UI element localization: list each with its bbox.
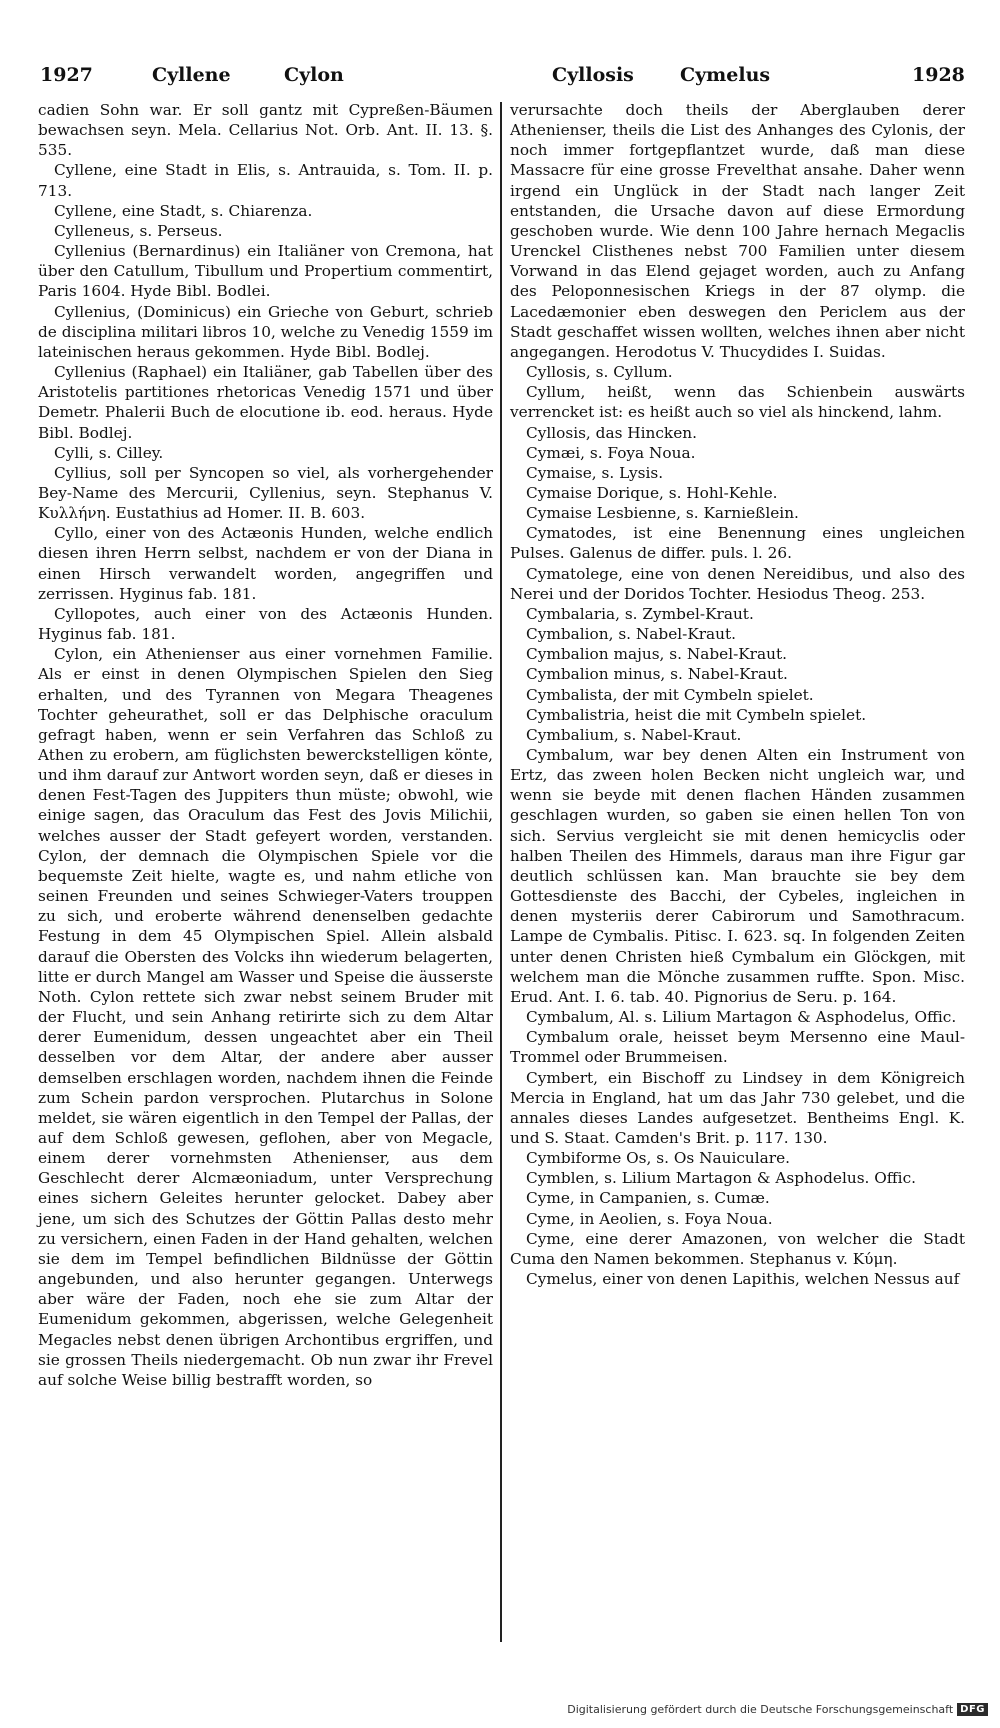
column-divider: [500, 102, 502, 1642]
entry: Cymatodes, ist eine Benennung eines ungleichen Pulses. Galenus de differ. puls. l. 26.: [510, 524, 965, 563]
entry: Cylli, s. Cilley.: [54, 443, 164, 462]
page-number-left: 1927: [40, 64, 93, 86]
entry: Cyllenius (Raphael) ein Italiäner, gab Tabellen über des Aristotelis partitiones rhetoricas Venedig 1571 und über Demetr. Phalerii Buch de elocutione ib. eod. heraus. Hyde Bibl. Bodlej.: [38, 363, 493, 442]
entry: Cymbalaria, s. Zymbel-Kraut.: [526, 604, 754, 623]
entry: Cyllene, eine Stadt, s. Chiarenza.: [54, 201, 313, 220]
entry: Cymbert, ein Bischoff zu Lindsey in dem Königreich Mercia in England, hat um das Jahr 730 gelebet, und die annales dieses Landes aufgesetzet. Bentheims Engl. K. und S. Staat. Camden's Brit. p. 117. 130.: [510, 1068, 965, 1147]
entry: Cymbalista, der mit Cymbeln spielet.: [526, 685, 814, 704]
entry: Cymelus, einer von denen Lapithis, welchen Nessus auf: [526, 1270, 960, 1289]
entry: Cylleneus, s. Perseus.: [54, 221, 223, 240]
entry: Cymaise, s. Lysis.: [526, 463, 664, 482]
entry: Cymaise Lesbienne, s. Karnießlein.: [526, 504, 799, 523]
entry: Cymbiforme Os, s. Os Nauiculare.: [526, 1149, 790, 1168]
digitization-credit: [567, 1703, 988, 1716]
entry-continued: cadien Sohn war. Er soll gantz mit Cypreßen-Bäumen bewachsen seyn. Mela. Cellarius Not. Orb. Ant. II. 13. §. 535.: [38, 101, 493, 160]
catchword-3: Cyllosis: [552, 64, 634, 86]
catchword-2: Cylon: [284, 64, 344, 86]
entry: Cyllius, soll per Syncopen so viel, als vorhergehender Bey-Name des Mercurii, Cyllenius, seyn. Stephanus V. Κυλλήνη. Eustathius ad Homer. II. B. 603.: [38, 463, 493, 523]
entry: Cymatolege, eine von denen Nereidibus, und also des Nerei und der Doridos Tochter. Hesiodus Theog. 253.: [510, 564, 965, 603]
entry: Cyllenius, (Dominicus) ein Grieche von Geburt, schrieb de disciplina militari libros 10, welche zu Venedig 1559 im lateinischen heraus gekommen. Hyde Bibl. Bodlej.: [38, 302, 493, 361]
entry: Cymbalum orale, heisset beym Mersenno eine Maul-Trommel oder Brummeisen.: [510, 1028, 965, 1067]
credit-text: Digitalisierung gefördert durch die Deutsche Forschungsgemeinschaft: [567, 1703, 954, 1716]
entry: Cymbalion minus, s. Nabel-Kraut.: [526, 665, 788, 684]
entry: Cymblen, s. Lilium Martagon & Asphodelus. Offic.: [526, 1169, 916, 1188]
entry: Cymbalistria, heist die mit Cymbeln spielet.: [526, 705, 867, 724]
entry: Cymbalum, war bey denen Alten ein Instrument von Ertz, das zween holen Becken nicht ungleich war, und wenn sie beyde mit denen flachen Händen zusammen geschlagen wurden, so gaben sie einen hellen Ton von sich. Servius vergleicht sie mit denen hemicyclis oder halben Theilen des Himmels, daraus man ihre Figur gar deutlich schlüssen kan. Man brauchte sie bey dem Gottesdienste des Bacchi, der Cybeles, ingleichen in denen mysteriis derer Cabirorum und Samothracum. Lampe de Cymbalis. Pitisc. I. 623. sq. In folgenden Zeiten unter denen Christen hieß Cymbalum ein Glöckgen, mit welchem man die Mönche zusammen ruffte. Spon. Misc. Erud. Ant. I. 6. tab. 40. Pignorius de Seru. p. 164.: [510, 746, 965, 1006]
entry: Cymæi, s. Foya Noua.: [526, 443, 696, 462]
catchword-1: Cyllene: [152, 64, 231, 86]
dfg-logo: DFG: [957, 1703, 988, 1716]
entry: Cyme, in Aeolien, s. Foya Noua.: [526, 1209, 773, 1228]
entry-continued: verursachte doch theils der Aberglauben derer Athenienser, theils die List des Anhanges des Cylonis, der noch immer fortgepflantzet wurde, daß man diese Massacre für eine grosse Frevelthat ansahe. Daher wenn irgend ein Unglück in der Stadt nach langer Zeit entstanden, die Ursache davon auf diese Ermordung geschoben wurde. Wie denn 100 Jahre hernach Megaclis Urenckel Clisthenes nebst 700 Familien unter diesem Vorwand in das Elend gejaget worden, auch zu Anfang des Peloponnesischen Kriegs in der 87 olymp. die Lacedæmonier eben deswegen den Periclem aus der Stadt geschaffet wissen wollten, welches ihnen aber nicht angegangen. Herodotus V. Thucydides I. Suidas.: [510, 101, 965, 361]
entry: Cymbalium, s. Nabel-Kraut.: [526, 725, 742, 744]
entry: Cyllo, einer von des Actæonis Hunden, welche endlich diesen ihren Herrn selbst, nachdem er von der Diana in einen Hirsch verwandelt worden, angegriffen und zerrissen. Hyginus fab. 181.: [38, 524, 493, 603]
page-number-right: 1928: [912, 64, 965, 86]
entry: Cymbalum, Al. s. Lilium Martagon & Asphodelus, Offic.: [526, 1008, 957, 1027]
right-column: [510, 100, 965, 1289]
entry: Cyllopotes, auch einer von des Actæonis Hunden. Hyginus fab. 181.: [38, 604, 493, 644]
catchword-4: Cymelus: [680, 64, 771, 86]
entry: Cyme, in Campanien, s. Cumæ.: [526, 1189, 770, 1208]
entry: Cylon, ein Athenienser aus einer vornehmen Familie. Als er einst in denen Olympischen Spielen den Sieg erhalten, und des Tyrannen von Megara Theagenes Tochter geheurathet, soll er das Delphische oraculum gefragt haben, wenn er sein Verfahren das Schloß zu Athen zu erobern, am füglichsten bewerckstelligen könte, und ihm darauf zur Antwort worden seyn, daß er dieses in denen Fest-Tagen des Juppiters thun müste; obwohl, wie einige sagen, das Oraculum das Fest des Jovis Milichii, welches ausser der Stadt gefeyert worden, verstanden. Cylon, der demnach die Olympischen Spiele vor die bequemste Zeit hielte, wagte es, und nahm etliche von seinen Freunden und seines Schwieger-Vaters trouppen zu sich, und eroberte während denenselben gedachte Festung in dem 45 Olympischen Spiel. Allein alsbald darauf die Obersten des Volcks ihn wiederum belagerten, litte er durch Mangel am Wasser und Speise die äusserste Noth. Cylon rettete sich zwar nebst seinem Bruder mit der Flucht, und sein Anhang retirirte sich zu dem Altar derer Eumenidum, dessen ungeachtet aber ein Theil desselben vor dem Altar, der andere aber ausser demselben erschlagen worden, nachdem ihnen die Feinde zum Schein pardon versprochen. Plutarchus in Solone meldet, sie wären eigentlich in den Tempel der Pallas, der auf dem Schloß gewesen, geflohen, aber von Megacle, einem derer vornehmsten Athenienser, aus dem Geschlecht derer Alcmæoniadum, unter Versprechung eines sichern Geleites herunter gelocket. Dabey aber jene, um sich des Schutzes der Göttin Pallas desto mehr zu versichern, einen Faden in der Hand gehalten, welchen sie dem im Tempel befindlichen Bildnüsse der Göttin angebunden, und also herunter gegangen. Unterwegs aber wäre der Faden, noch ehe sie zum Altar der Eumenidum gekommen, abgerissen, welche Gelegenheit Megacles nebst denen übrigen Archontibus ergriffen, und sie grossen Theils niedergemacht. Ob nun zwar ihr Frevel auf solche Weise billig bestrafft worden, so: [38, 645, 493, 1389]
running-header: [40, 64, 970, 94]
entry: Cyllosis, s. Cyllum.: [526, 363, 673, 382]
entry: Cyme, eine derer Amazonen, von welcher die Stadt Cuma den Namen bekommen. Stephanus v. Κύμη.: [510, 1229, 965, 1268]
entry: Cyllene, eine Stadt in Elis, s. Antrauida, s. Tom. II. p. 713.: [38, 161, 493, 200]
entry: Cyllenius (Bernardinus) ein Italiäner von Cremona, hat über den Catullum, Tibullum und Propertium commentirt, Paris 1604. Hyde Bibl. Bodlei.: [38, 242, 493, 301]
entry: Cymaise Dorique, s. Hohl-Kehle.: [526, 483, 778, 502]
entry: Cymbalion majus, s. Nabel-Kraut.: [526, 645, 787, 664]
entry: Cyllum, heißt, wenn das Schienbein auswärts verrencket ist: es heißt auch so viel als hinckend, lahm.: [510, 383, 965, 422]
left-column: [38, 100, 493, 1390]
entry: Cymbalion, s. Nabel-Kraut.: [526, 625, 737, 644]
entry: Cyllosis, das Hincken.: [526, 423, 697, 442]
